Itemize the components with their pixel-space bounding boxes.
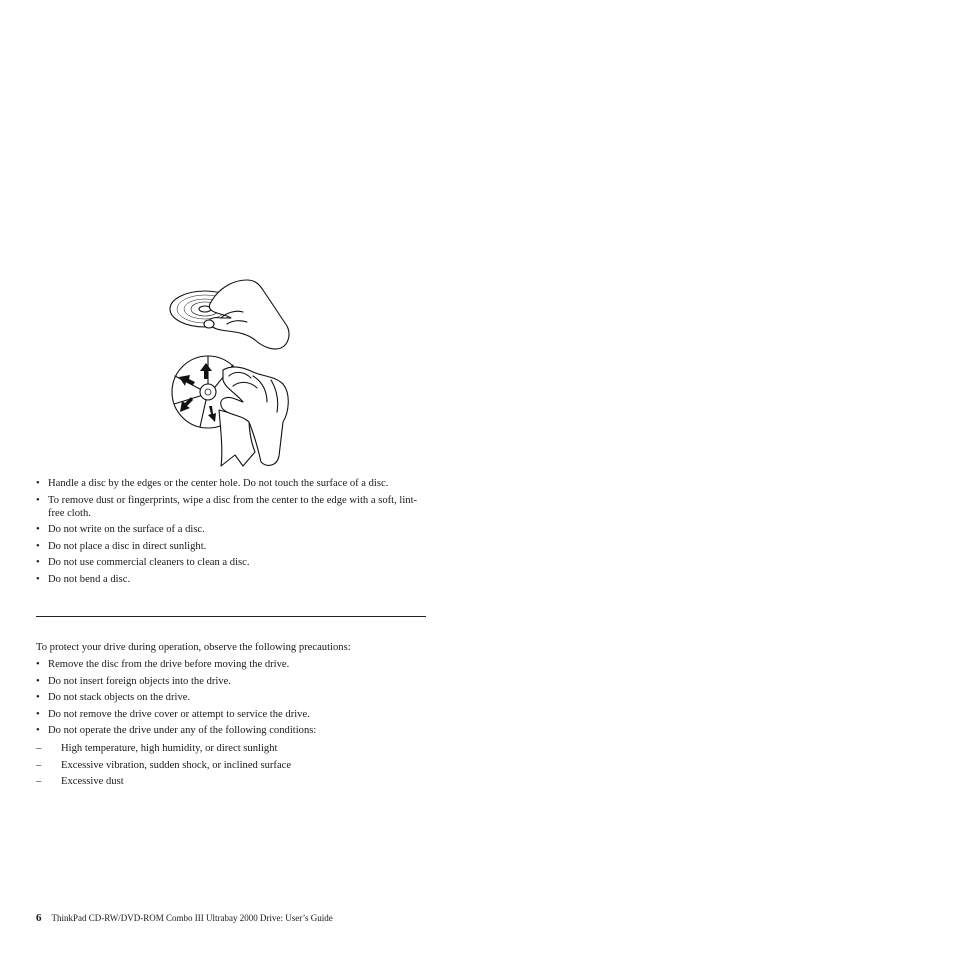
list-item-text: Do not place a disc in direct sunlight. xyxy=(48,540,207,552)
list-item xyxy=(36,477,426,490)
hand-holding-disc-figure xyxy=(170,280,289,349)
dash: – xyxy=(36,759,42,771)
drive-precautions-intro: To protect your drive during operation, observe the following precautions: xyxy=(36,642,351,653)
drive-precautions-list xyxy=(36,658,426,741)
operating-conditions-list xyxy=(36,742,426,792)
list-item xyxy=(36,573,426,586)
list-item xyxy=(36,708,426,721)
bullet: • xyxy=(36,725,40,737)
disc-handling-illustration xyxy=(163,272,298,472)
list-item-text: Do not stack objects on the drive. xyxy=(48,692,191,704)
disc-care-list xyxy=(36,477,426,590)
page-footer xyxy=(36,912,333,924)
bullet: • xyxy=(36,540,40,552)
list-item xyxy=(36,691,426,704)
dash: – xyxy=(36,743,42,754)
list-item xyxy=(36,523,426,536)
list-item xyxy=(36,675,426,688)
bullet: • xyxy=(36,557,40,569)
list-item-text: Do not operate the drive under any of the following conditions: xyxy=(48,725,317,737)
wiping-disc-figure xyxy=(172,356,288,466)
sub-list-item xyxy=(36,759,426,772)
dash: – xyxy=(36,776,42,788)
list-item xyxy=(36,540,426,553)
list-item-text: Do not bend a disc. xyxy=(48,573,131,585)
bullet: • xyxy=(36,494,40,506)
list-item xyxy=(36,658,426,671)
list-item-text: Handle a disc by the edges or the center hole. Do not touch the surface of a disc. xyxy=(48,478,389,489)
bullet: • xyxy=(36,478,40,489)
list-item-text: Do not insert foreign objects into the drive. xyxy=(48,675,231,687)
list-item-text: Do not use commercial cleaners to clean a disc. xyxy=(48,557,250,569)
list-item-text: Remove the disc from the drive before moving the drive. xyxy=(48,659,290,670)
sub-list-item xyxy=(36,742,426,755)
bullet: • xyxy=(36,573,40,585)
list-item xyxy=(36,724,426,737)
hand-shape xyxy=(209,280,289,349)
list-item-text: Excessive dust xyxy=(61,776,124,788)
footer-title: ThinkPad CD-RW/DVD-ROM Combo III Ultrabay 2000 Drive: User’s Guide xyxy=(51,913,333,923)
list-item xyxy=(36,494,426,520)
bullet: • xyxy=(36,675,40,687)
sub-list-item xyxy=(36,775,426,788)
list-item xyxy=(36,556,426,569)
bullet: • xyxy=(36,692,40,704)
bullet: • xyxy=(36,659,40,670)
bullet: • xyxy=(36,524,40,536)
list-item-text: To remove dust or fingerprints, wipe a disc from the center to the edge with a soft, lint-free cloth. xyxy=(48,494,418,519)
page-number: 6 xyxy=(36,912,42,924)
list-item-text: Do not write on the surface of a disc. xyxy=(48,524,205,536)
list-item-text: Do not remove the drive cover or attempt to service the drive. xyxy=(48,708,310,720)
section-divider xyxy=(36,616,426,617)
list-item-text: High temperature, high humidity, or direct sunlight xyxy=(61,743,278,754)
list-item-text: Excessive vibration, sudden shock, or inclined surface xyxy=(61,759,292,771)
bullet: • xyxy=(36,708,40,720)
